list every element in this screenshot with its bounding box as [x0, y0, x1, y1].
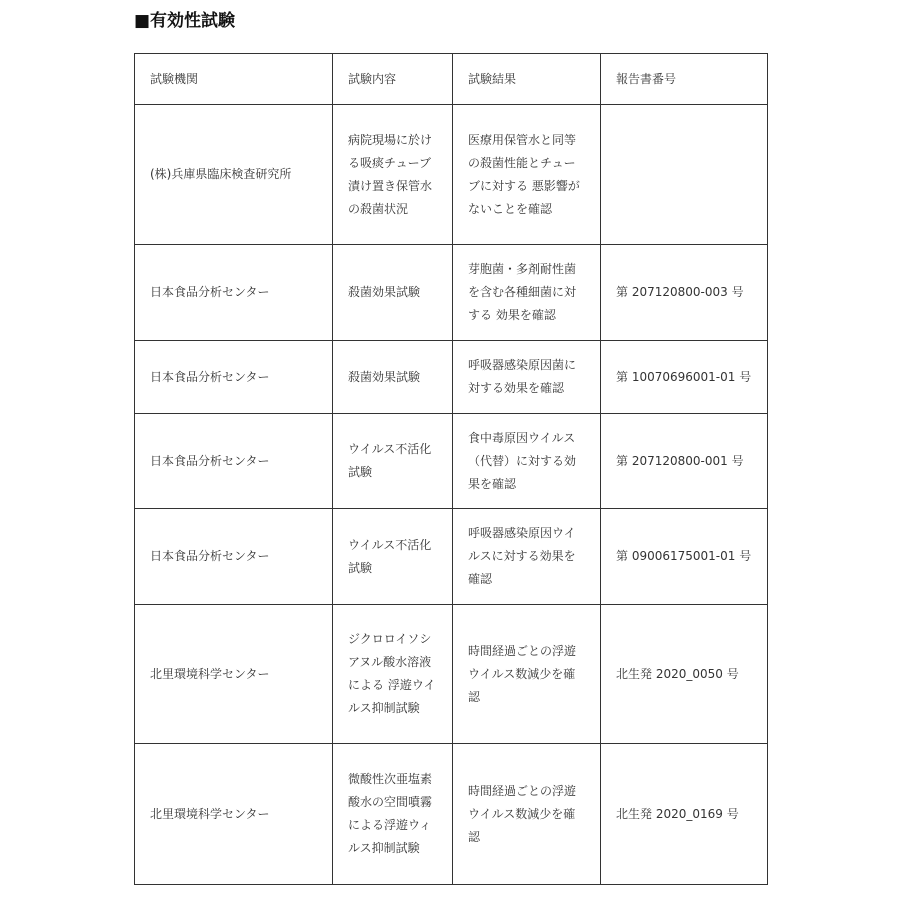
cell-institution: 日本食品分析センター — [135, 414, 333, 509]
header-institution: 試験機関 — [135, 54, 333, 105]
cell-content: 病院現場に於ける吸痰チューブ漬け置き保管水の殺菌状況 — [333, 105, 453, 245]
cell-institution: 日本食品分析センター — [135, 509, 333, 605]
header-report: 報告書番号 — [601, 54, 768, 105]
cell-report: 第 207120800-003 号 — [601, 245, 768, 341]
table-row — [135, 105, 768, 245]
cell-report: 第 207120800-001 号 — [601, 414, 768, 509]
header-content: 試験内容 — [333, 54, 453, 105]
cell-result: 食中毒原因ウイルス（代替）に対する効果を確認 — [453, 414, 601, 509]
cell-report: 北生発 2020_0050 号 — [601, 605, 768, 744]
efficacy-test-table — [134, 53, 768, 885]
cell-result: 時間経過ごとの浮遊ウイルス数減少を確認 — [453, 605, 601, 744]
table-row — [135, 341, 768, 414]
cell-institution: 日本食品分析センター — [135, 341, 333, 414]
cell-result: 医療用保管水と同等の殺菌性能とチューブに対する 悪影響がないことを確認 — [453, 105, 601, 245]
table-row — [135, 605, 768, 744]
table-row — [135, 414, 768, 509]
cell-institution: 北里環境科学センター — [135, 605, 333, 744]
cell-result: 時間経過ごとの浮遊ウイルス数減少を確認 — [453, 744, 601, 885]
table-row — [135, 509, 768, 605]
cell-report: 第 09006175001-01 号 — [601, 509, 768, 605]
cell-content: 微酸性次亜塩素酸水の空間噴霧による浮遊ウィルス抑制試験 — [333, 744, 453, 885]
cell-report — [601, 105, 768, 245]
table-row — [135, 744, 768, 885]
cell-content: ウイルス不活化試験 — [333, 414, 453, 509]
cell-institution: 北里環境科学センター — [135, 744, 333, 885]
cell-content: 殺菌効果試験 — [333, 245, 453, 341]
table-row — [135, 245, 768, 341]
cell-report: 第 10070696001-01 号 — [601, 341, 768, 414]
cell-report: 北生発 2020_0169 号 — [601, 744, 768, 885]
cell-content: ジクロロイソシアヌル酸水溶液による 浮遊ウイルス抑制試験 — [333, 605, 453, 744]
cell-content: ウイルス不活化試験 — [333, 509, 453, 605]
cell-result: 芽胞菌・多剤耐性菌を含む各種細菌に対する 効果を確認 — [453, 245, 601, 341]
cell-content: 殺菌効果試験 — [333, 341, 453, 414]
cell-result: 呼吸器感染原因ウイルスに対する効果を確認 — [453, 509, 601, 605]
header-result: 試験結果 — [453, 54, 601, 105]
page-title: ■有効性試験 — [134, 11, 236, 31]
cell-institution: 日本食品分析センター — [135, 245, 333, 341]
table-header-row — [135, 54, 768, 105]
cell-institution: (株)兵庫県臨床検査研究所 — [135, 105, 333, 245]
cell-result: 呼吸器感染原因菌に対する効果を確認 — [453, 341, 601, 414]
